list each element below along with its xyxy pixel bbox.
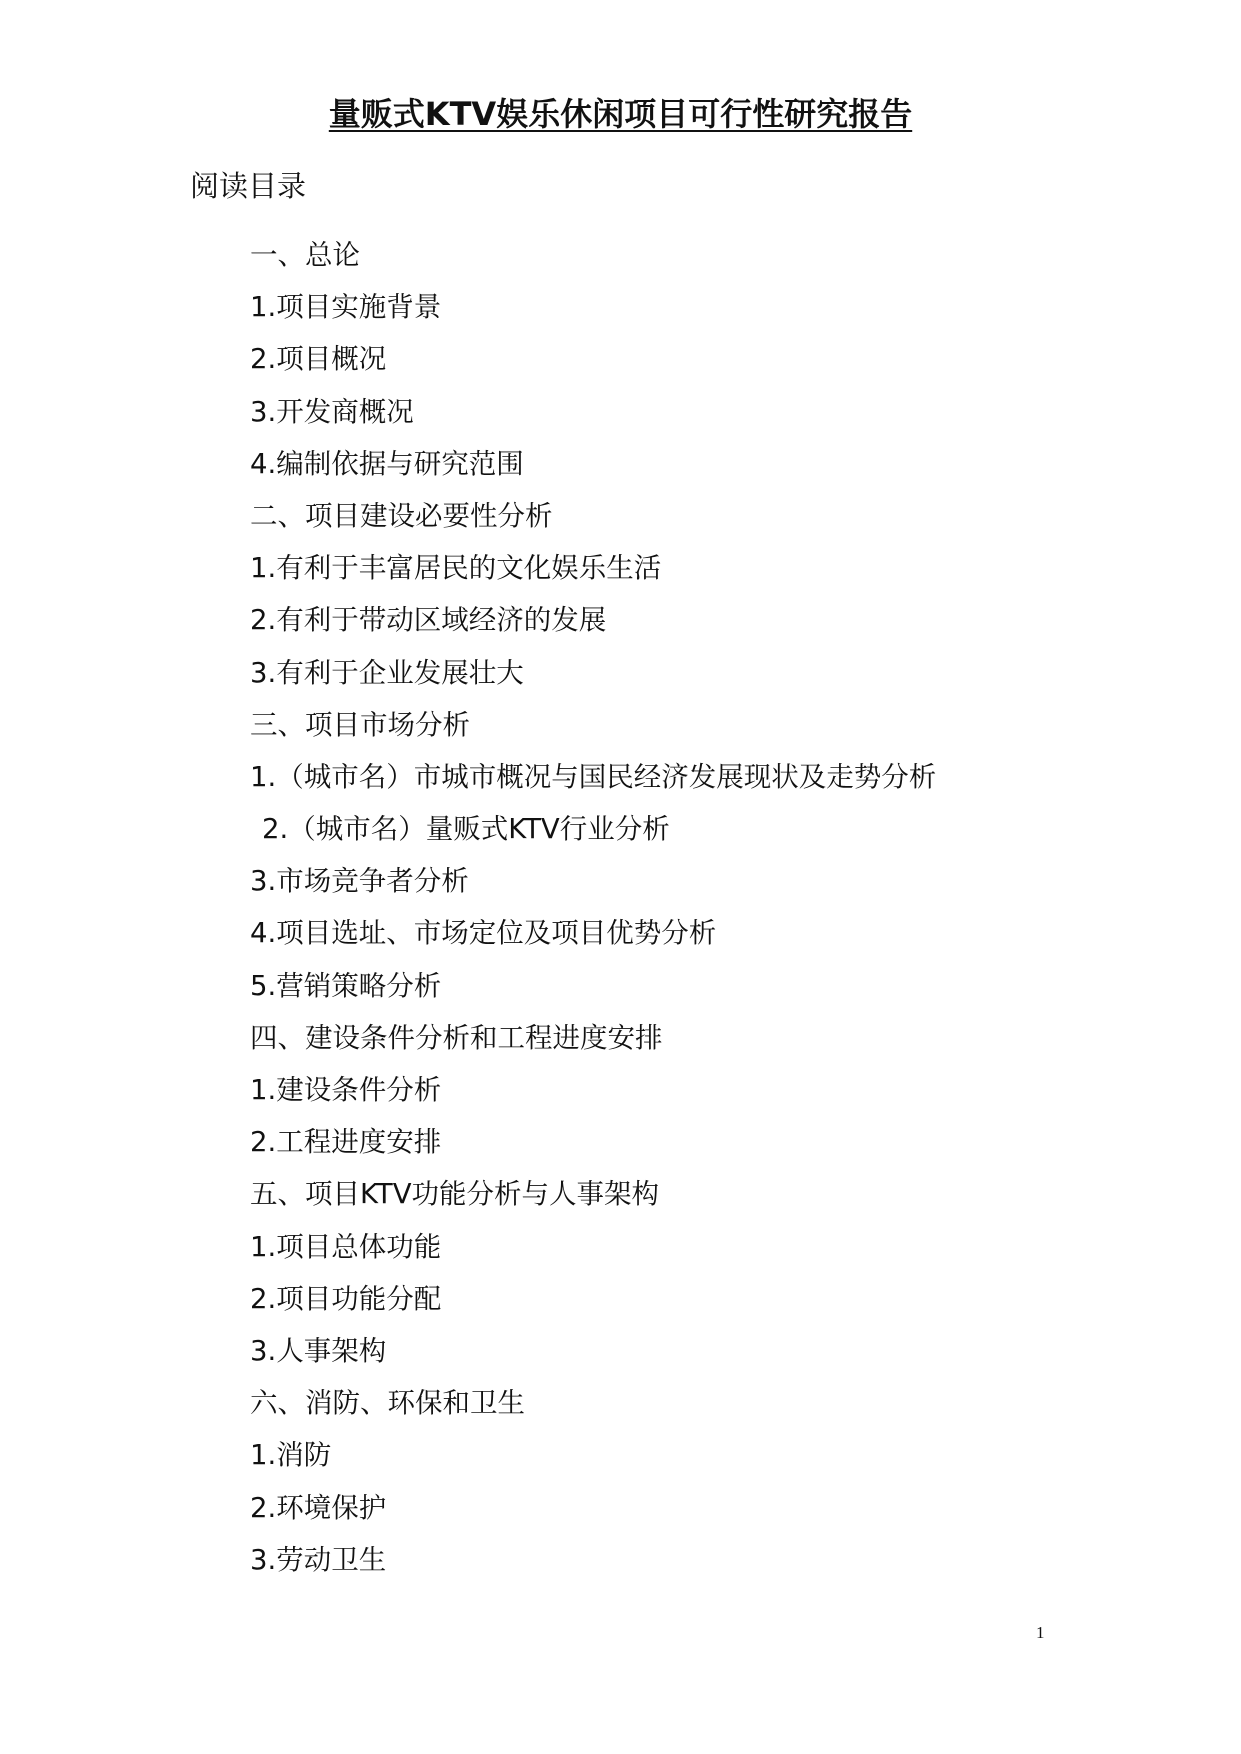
toc-heading: 阅读目录 [190, 169, 307, 203]
toc-section-5[interactable]: 五、项目KTV功能分析与人事架构 [250, 1178, 660, 1211]
toc-entry-1-4[interactable]: 4.编制依据与研究范围 [250, 447, 524, 480]
toc-section-3[interactable]: 三、项目市场分析 [250, 708, 470, 741]
toc-entry-3-4[interactable]: 4.项目选址、市场定位及项目优势分析 [250, 917, 717, 950]
toc-entry-2-2[interactable]: 2.有利于带动区域经济的发展 [250, 604, 607, 637]
toc-entry-2-3[interactable]: 3.有利于企业发展壮大 [250, 656, 524, 689]
toc-entry-2-1[interactable]: 1.有利于丰富居民的文化娱乐生活 [250, 552, 662, 585]
table-of-contents [250, 229, 936, 1586]
toc-section-4[interactable]: 四、建设条件分析和工程进度安排 [250, 1021, 663, 1054]
toc-entry-3-1[interactable]: 1.（城市名）市城市概况与国民经济发展现状及走势分析 [250, 760, 937, 793]
document-title: 量贩式KTV娱乐休闲项目可行性研究报告 [328, 95, 913, 133]
toc-entry-1-3[interactable]: 3.开发商概况 [250, 395, 414, 428]
toc-entry-6-2[interactable]: 2.环境保护 [250, 1491, 387, 1524]
toc-entry-4-1[interactable]: 1.建设条件分析 [250, 1074, 442, 1106]
toc-section-2[interactable]: 二、项目建设必要性分析 [250, 499, 553, 532]
toc-entry-6-1[interactable]: 1.消防 [250, 1439, 332, 1472]
toc-entry-3-3[interactable]: 3.市场竞争者分析 [250, 865, 469, 898]
page-number: 1 [1036, 1623, 1045, 1642]
toc-entry-5-2[interactable]: 2.项目功能分配 [250, 1282, 442, 1315]
toc-entry-5-3[interactable]: 3.人事架构 [250, 1334, 387, 1367]
document-title-wrapper [0, 92, 1241, 136]
toc-section-6[interactable]: 六、消防、环保和卫生 [250, 1387, 525, 1420]
toc-entry-1-2[interactable]: 2.项目概况 [250, 343, 387, 376]
toc-section-1[interactable]: 一、总论 [250, 239, 360, 271]
toc-entry-5-1[interactable]: 1.项目总体功能 [250, 1230, 442, 1263]
toc-entry-3-5[interactable]: 5.营销策略分析 [250, 969, 442, 1002]
toc-entry-3-2[interactable]: 2.（城市名）量贩式KTV行业分析 [262, 813, 670, 846]
toc-entry-4-2[interactable]: 2.工程进度安排 [250, 1126, 442, 1159]
toc-entry-6-3[interactable]: 3.劳动卫生 [250, 1543, 387, 1576]
toc-entry-1-1[interactable]: 1.项目实施背景 [250, 291, 442, 324]
